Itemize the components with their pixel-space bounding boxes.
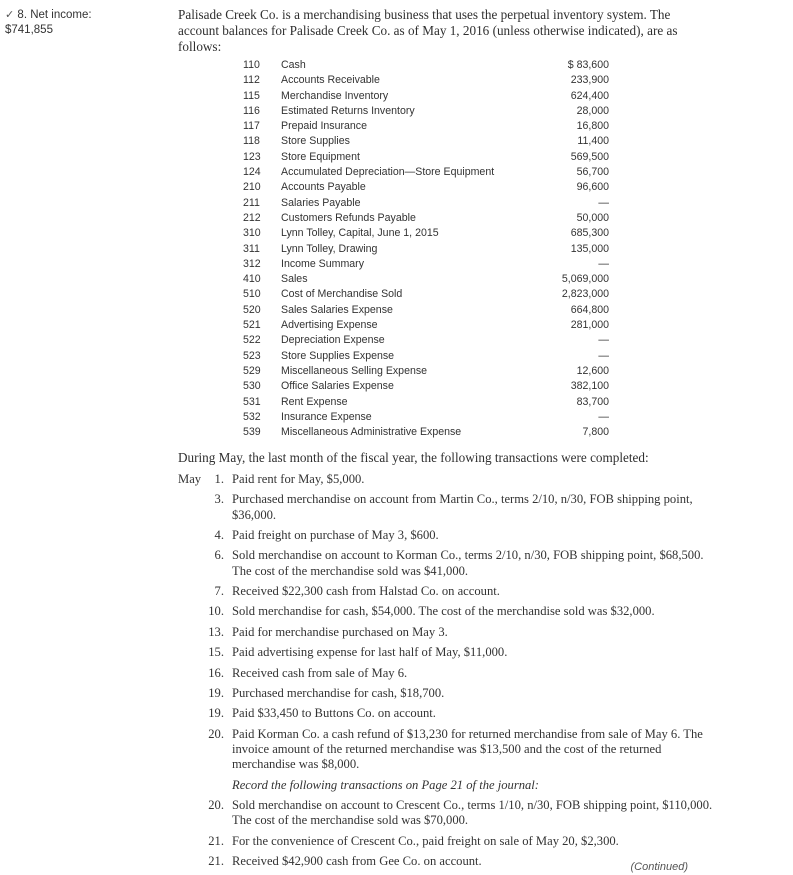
account-balance: $ 83,600	[567, 59, 609, 71]
transaction-day: 1.	[214, 472, 224, 486]
account-number: 118	[243, 135, 260, 148]
account-row	[240, 395, 612, 410]
account-row	[240, 196, 612, 211]
account-name: Depreciation Expense	[281, 334, 385, 347]
account-name: Lynn Tolley, Drawing	[281, 242, 378, 255]
account-row	[240, 165, 612, 180]
account-name: Advertising Expense	[281, 319, 378, 332]
transaction-day: 10.	[208, 604, 224, 619]
account-number: 530	[243, 380, 261, 393]
transaction-list	[178, 472, 718, 875]
transaction-day: 4.	[214, 527, 224, 542]
account-name: Rent Expense	[281, 395, 348, 408]
account-balance: —	[598, 334, 609, 347]
account-balance: —	[598, 410, 609, 423]
account-row	[240, 150, 612, 165]
transaction-text: Received $42,900 cash from Gee Co. on account.	[232, 854, 482, 869]
account-name: Insurance Expense	[281, 410, 372, 423]
transaction-item	[178, 472, 718, 487]
account-balance: 56,700	[576, 166, 609, 179]
account-row	[240, 303, 612, 318]
account-balance: 7,800	[582, 426, 609, 439]
account-balance: 96,600	[576, 181, 609, 194]
transaction-item	[178, 548, 718, 578]
account-row	[240, 73, 612, 88]
account-number: 115	[243, 89, 260, 102]
transaction-text: Purchased merchandise for cash, $18,700.	[232, 685, 445, 700]
account-balance: 50,000	[576, 211, 609, 224]
net-income-label: 8. Net income:	[17, 9, 92, 21]
account-row	[240, 364, 612, 379]
transaction-item	[178, 686, 718, 701]
transaction-day: 15.	[208, 645, 224, 660]
net-income-label-line	[5, 8, 155, 23]
account-row	[240, 180, 612, 195]
account-balance: 382,100	[570, 380, 609, 393]
account-number: 211	[243, 196, 260, 209]
account-number: 532	[243, 410, 261, 423]
account-balance: 5,069,000	[561, 273, 609, 286]
transaction-item	[178, 727, 718, 773]
transaction-day: 7.	[214, 583, 224, 598]
transaction-item	[178, 492, 718, 522]
transaction-day: 21.	[208, 833, 224, 848]
account-name: Cash	[281, 59, 306, 71]
account-name: Lynn Tolley, Capital, June 1, 2015	[281, 227, 439, 240]
account-balance: 28,000	[576, 104, 609, 117]
account-row	[240, 89, 612, 104]
transaction-day: 20.	[208, 798, 224, 813]
account-name: Prepaid Insurance	[281, 120, 367, 133]
transactions-intro: During May, the last month of the fiscal year, the following transactions were completed:	[178, 450, 649, 465]
problem-intro: Palisade Creek Co. is a merchandising business that uses the perpetual inventory system. The account balances for Palisade Creek Co. as of May 1, 2016 (unless otherwise indicated), are as follows:	[178, 7, 678, 54]
account-balance-table	[240, 58, 612, 440]
account-name: Sales	[281, 273, 308, 286]
transaction-text: Purchased merchandise on account from Martin Co., terms 2/10, n/30, FOB shipping point, $36,000.	[232, 492, 693, 522]
account-balance: 664,800	[570, 303, 609, 316]
account-number: 520	[243, 303, 261, 316]
account-name: Accounts Payable	[281, 181, 366, 194]
transaction-text: Received cash from sale of May 6.	[232, 665, 408, 680]
account-number: 110	[243, 59, 260, 71]
transaction-item	[178, 604, 718, 619]
account-number: 124	[243, 166, 261, 179]
account-balance: 83,700	[576, 395, 609, 408]
account-name: Estimated Returns Inventory	[281, 104, 415, 117]
account-number: 521	[243, 319, 261, 332]
account-row	[240, 425, 612, 440]
account-number: 312	[243, 257, 261, 270]
account-name: Salaries Payable	[281, 196, 361, 209]
account-row	[240, 349, 612, 364]
account-number: 210	[243, 181, 261, 194]
account-row	[240, 119, 612, 134]
account-row	[240, 134, 612, 149]
transaction-item	[178, 834, 718, 849]
account-row	[240, 104, 612, 119]
account-balance: —	[598, 257, 609, 270]
account-number: 523	[243, 349, 261, 362]
account-name: Store Supplies	[281, 135, 350, 148]
account-row	[240, 226, 612, 241]
net-income-value: $741,855	[5, 24, 53, 36]
account-balance: 16,800	[576, 120, 609, 133]
transaction-text: Paid rent for May, $5,000.	[232, 472, 365, 486]
account-row	[240, 333, 612, 348]
account-number: 116	[243, 104, 260, 117]
account-number: 117	[243, 120, 260, 133]
account-name: Office Salaries Expense	[281, 380, 394, 393]
account-balance: 685,300	[570, 227, 609, 240]
account-name: Store Supplies Expense	[281, 349, 395, 362]
account-name: Miscellaneous Administrative Expense	[281, 426, 462, 439]
transaction-item	[178, 584, 718, 599]
account-number: 212	[243, 211, 261, 224]
account-row	[240, 257, 612, 272]
account-balance: —	[598, 349, 609, 362]
transaction-day: 19.	[208, 685, 224, 700]
account-name: Sales Salaries Expense	[281, 303, 393, 316]
account-name: Income Summary	[281, 257, 365, 270]
account-name: Merchandise Inventory	[281, 89, 389, 102]
transaction-day: 13.	[208, 624, 224, 639]
transaction-item	[178, 528, 718, 543]
transaction-day: 16.	[208, 665, 224, 680]
transaction-item	[178, 645, 718, 660]
checkmark-icon: ✓	[5, 9, 15, 21]
account-balance: 281,000	[570, 319, 609, 332]
account-row	[240, 58, 612, 73]
account-row	[240, 211, 612, 226]
account-number: 123	[243, 150, 261, 163]
transaction-text: Paid Korman Co. a cash refund of $13,230 for returned merchandise from sale of May 6. The invoice amount of the returned merchandise was $13,500 and the cost of the returned merchandise was $8,000.	[232, 726, 703, 772]
account-number: 112	[243, 74, 260, 87]
account-number: 529	[243, 364, 261, 377]
account-number: 522	[243, 334, 261, 347]
account-balance: 12,600	[576, 364, 609, 377]
transaction-day: 20.	[208, 726, 224, 741]
account-number: 531	[243, 395, 261, 408]
account-name: Accumulated Depreciation—Store Equipment	[281, 166, 495, 179]
account-balance: 135,000	[570, 242, 609, 255]
transaction-text: Sold merchandise on account to Korman Co., terms 2/10, n/30, FOB shipping point, $68,500. The cost of the merchandise sold was $41,000.	[232, 548, 704, 578]
transaction-day: 21.	[208, 854, 224, 869]
journal-page-instruction: Record the following transactions on Page 21 of the journal:	[232, 777, 540, 792]
transaction-item	[178, 625, 718, 640]
account-number: 410	[243, 273, 261, 286]
account-balance: —	[598, 196, 609, 209]
transaction-day: 19.	[208, 706, 224, 721]
answer-margin-note	[5, 8, 155, 38]
account-name: Accounts Receivable	[281, 74, 380, 87]
account-balance: 2,823,000	[561, 288, 609, 301]
transaction-text: Sold merchandise for cash, $54,000. The cost of the merchandise sold was $32,000.	[232, 604, 655, 619]
transaction-text: For the convenience of Crescent Co., paid freight on sale of May 20, $2,300.	[232, 833, 619, 848]
account-name: Store Equipment	[281, 150, 360, 163]
transaction-item	[178, 666, 718, 681]
account-balance: 624,400	[570, 89, 609, 102]
account-balance: 11,400	[577, 135, 609, 148]
transaction-text: Paid freight on purchase of May 3, $600.	[232, 527, 439, 542]
account-row	[240, 242, 612, 257]
transaction-text: Received $22,300 cash from Halstad Co. on account.	[232, 583, 500, 598]
transaction-month: May	[178, 472, 202, 486]
account-row	[240, 379, 612, 394]
account-row	[240, 272, 612, 287]
transaction-text: Sold merchandise on account to Crescent Co., terms 1/10, n/30, FOB shipping point, $110,000. The cost of the merchandise sold was $70,000.	[232, 798, 713, 828]
transaction-item	[178, 798, 718, 828]
account-balance: 233,900	[570, 74, 609, 87]
account-row	[240, 287, 612, 302]
account-number: 539	[243, 426, 261, 439]
account-name: Miscellaneous Selling Expense	[281, 364, 428, 377]
transaction-day: 6.	[214, 548, 224, 563]
account-number: 510	[243, 288, 261, 301]
transaction-text: Paid for merchandise purchased on May 3.	[232, 624, 448, 639]
account-number: 310	[243, 227, 261, 240]
account-name: Customers Refunds Payable	[281, 211, 416, 224]
transaction-text: Paid $33,450 to Buttons Co. on account.	[232, 706, 436, 721]
continued-label: (Continued)	[630, 861, 688, 873]
account-balance: 569,500	[570, 150, 609, 163]
account-row	[240, 318, 612, 333]
transaction-item	[178, 706, 718, 721]
account-row	[240, 410, 612, 425]
account-number: 311	[243, 242, 260, 255]
transaction-text: Paid advertising expense for last half of May, $11,000.	[232, 645, 508, 660]
transaction-day: 3.	[214, 492, 224, 507]
account-name: Cost of Merchandise Sold	[281, 288, 403, 301]
